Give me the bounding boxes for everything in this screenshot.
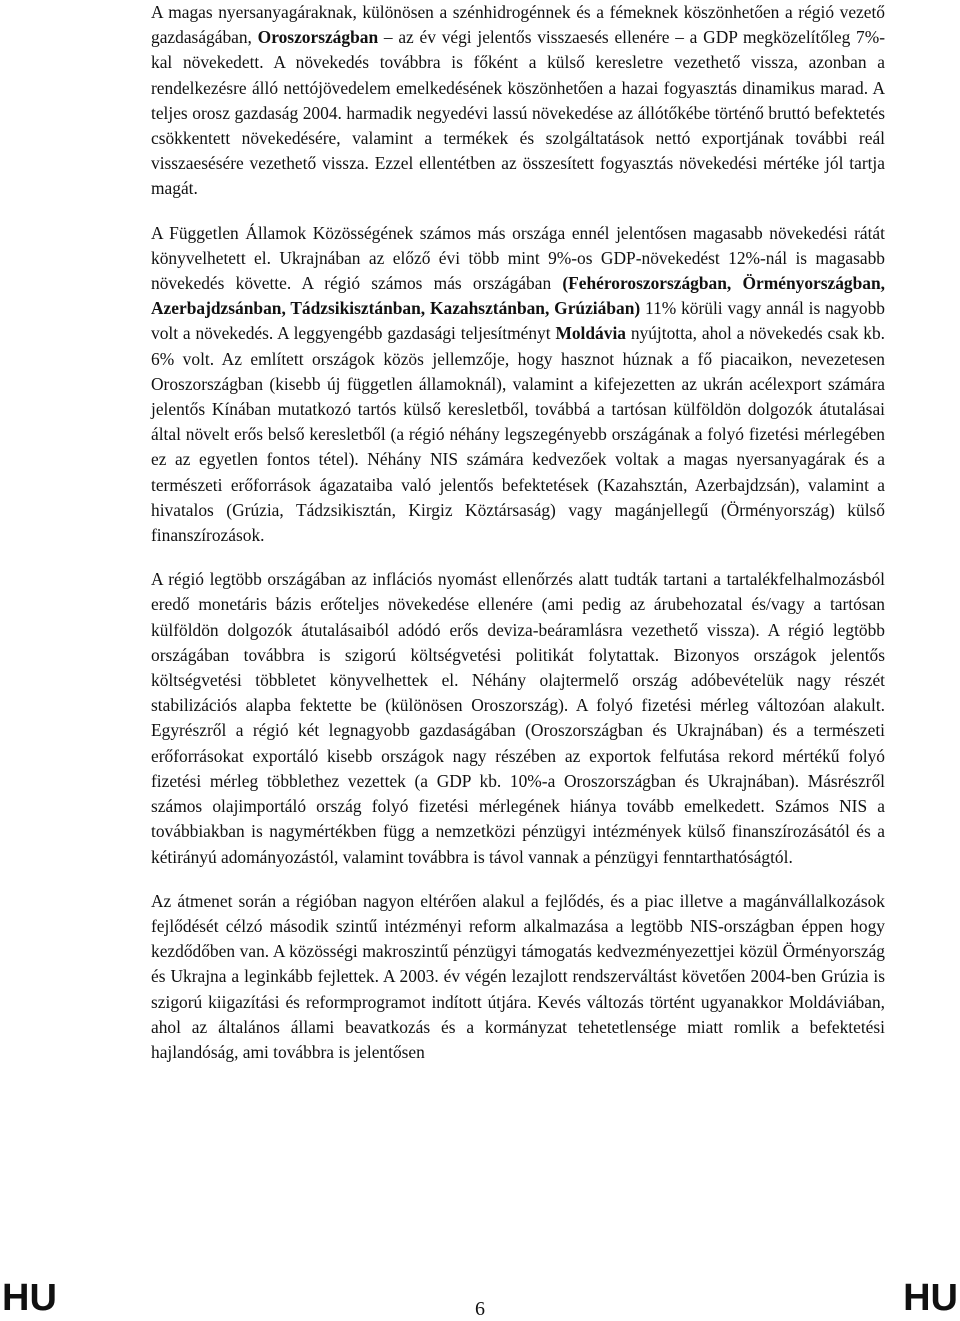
language-code-left: HU [2,1277,57,1319]
paragraph [151,0,885,202]
text-run: – az év végi jelentős visszaesés ellenére – a GDP megközelítőleg 7%-kal növekedett. A növekedés továbbra is főként a külső keresletre vezethető vissza, azonban a rendelkezésre álló nettójövedelem emelkedésének köszönhetően a hazai fogyasztás dinamikus marad. A teljes orosz gazdaság 2004. harmadik negyedévi lassú növekedése az állótőkébe történő bruttó befektetés csökkentett növekedésére, valamint a termékek és szolgáltatások nettó exportjának további reál visszaesésére vezethető vissza. Ezzel ellentétben az összesített fogyasztás növekedési mértéke jól tartja magát. [151,27,885,199]
text-run: A régió legtöbb országában az inflációs nyomást ellenőrzés alatt tudták tartani a tartalékfelhalmozásból eredő monetáris bázis erőteljes növekedése ellenére (ami pedig az árubehozatal és/vagy a tartósan külföldön dolgozók átutalásaiból adódó erős deviza-beáramlásra vezethető vissza). A régió legtöbb országában továbbra is szigorú költségvetési politikát folytattak. Bizonyos országok jelentős költségvetési többletet könyvelhettek el. Néhány olajtermelő ország adóbevételük nagy részét stabilizációs alapba fektette be (különösen Oroszország). A folyó fizetési mérleg változóan alakult. Egyrészről a régió két legnagyobb gazdaságában (Oroszországban és Ukrajnában) és a természeti erőforrásokat exportáló kisebb országok nagy részében az exportok felfutása rekord mértékű folyó fizetési mérleg többlethez vezettek (a GDP kb. 10%-a Oroszországban és Ukrajnában). Másrészről számos olajimportáló ország folyó fizetési mérlegének hiánya tovább emelkedett. Számos NIS a továbbiakban is nagymértékben függ a nemzetközi pénzügyi intézmények külső finanszírozásától és a kétirányú adományozástól, valamint továbbra is távol vannak a pénzügyi fenntarthatóságtól. [151,569,885,867]
bold-run: Moldávia [555,323,626,344]
paragraph [151,889,885,1065]
language-code-right: HU [903,1277,958,1319]
text-run: A magas nyersanyagáraknak, különösen a szénhidrogénnek és a fémeknek köszönhetően a régió vezető gazdaságában, [151,2,885,48]
bold-run: (Fehéroroszországban, Örményországban, Azerbajdzsánban, Tádzsikisztánban, Kazahsztánban, Grúziában) [151,273,885,319]
page-number: 6 [475,1298,485,1320]
document-body [151,0,885,1084]
bold-run: Oroszországban [257,27,379,48]
text-run: A Független Államok Közösségének számos más országa ennél jelentősen magasabb növekedési rátát könyvelhetett el. Ukrajnában az előző évi több mint 9%-os GDP-növekedést 12%-nál is magasabb növekedés követte. A régió számos más országában [151,222,885,294]
text-run: 11% körüli vagy annál is nagyobb volt a növekedés. A leggyengébb gazdasági teljesítményt [151,298,885,344]
paragraph [151,221,885,549]
text-run: nyújtotta, ahol a növekedés csak kb. 6% volt. Az említett országok közös jellemzője, hogy hasznot húznak a fő piacaikon, nevezetesen Oroszországban (kisebb új független államoknál), valamint a kifejezetten az ukrán acélexport számára jelentős Kínában mutatkozó tartós külső keresletből, továbbá a tartósan külföldön dolgozók átutalásai által növelt erős belső keresletből (a régió néhány legszegényebb országának a folyó fizetési mérlegében ez az egyetlen fontos tétel). Néhány NIS számára kedvezőek voltak a magas nyersanyagárak és a természeti erőforrások ágazataiba való jelentős befektetések (Kazahsztán, Azerbajdzsán), valamint a hivatalos (Grúzia, Tádzsikisztán, Kirgiz Köztársaság) vagy magánjellegű (Örményország) külső finanszírozások. [151,323,886,546]
text-run: Az átmenet során a régióban nagyon eltérően alakul a fejlődés, és a piac illetve a magánvállalkozások fejlődését célzó második szintű intézményi reform alkalmazása a legtöbb NIS-országban éppen hogy kezdődőben van. A közösségi makroszintű pénzügyi támogatás kedvezményezettjei közül Örményország és Ukrajna a leginkább fejlettek. A 2003. év végén lezajlott rendszerváltást követően 2004-ben Grúzia is szigorú kiigazítási és reformprogramot indított útjára. Kevés változás történt ugyanakkor Moldáviában, ahol az általános állami beavatkozás és a kormányzat tehetetlensége miatt romlik a befektetési hajlandóság, ami továbbra is jelentősen [151,890,885,1062]
paragraph [151,567,885,869]
